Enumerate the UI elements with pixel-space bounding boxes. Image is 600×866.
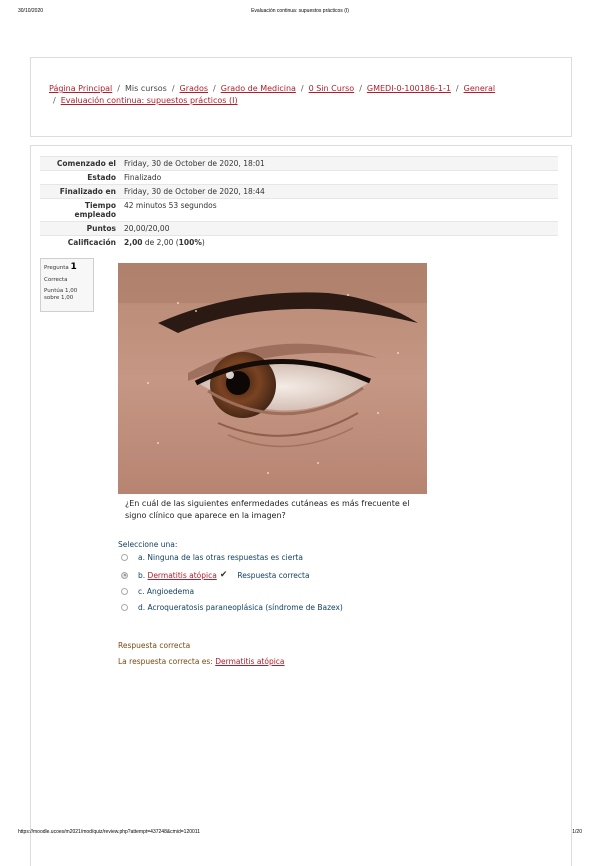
- summary-label: Finalizado en: [40, 185, 120, 199]
- summary-row: [40, 199, 558, 222]
- print-url: https://moodle.ucoes/m2021/mod/quiz/review.php?attempt=437248&cmid=120011: [18, 829, 200, 835]
- answer-prompt: Seleccione una:: [118, 540, 178, 549]
- question-label: Pregunta: [44, 265, 69, 271]
- answer-option-b[interactable]: [121, 570, 310, 580]
- summary-value: Friday, 30 de October de 2020, 18:44: [120, 185, 558, 199]
- question-score: Puntúa 1,00 sobre 1,00: [44, 287, 78, 302]
- summary-label: Comenzado el: [40, 157, 120, 171]
- answer-option-a[interactable]: [121, 553, 303, 562]
- eye-photo-illustration: [118, 263, 427, 494]
- question-image: [118, 263, 427, 494]
- radio-button[interactable]: [121, 588, 128, 595]
- grade-of: de 2,00 (: [142, 238, 179, 247]
- radio-button[interactable]: [121, 554, 128, 561]
- summary-value: [120, 236, 558, 250]
- grade-close: ): [201, 238, 205, 247]
- option-letter: d.: [138, 603, 146, 612]
- breadcrumb-current-link[interactable]: Evaluación continua: supuestos prácticos (I): [60, 96, 238, 105]
- radio-button-selected[interactable]: [121, 572, 128, 579]
- answer-option-c[interactable]: [121, 587, 194, 596]
- breadcrumb-course-link[interactable]: GMEDI-0-100186-1-1: [366, 84, 451, 93]
- summary-row: [40, 171, 558, 185]
- breadcrumb-medicina-link[interactable]: Grado de Medicina: [220, 84, 296, 93]
- option-text: Angioedema: [146, 587, 195, 596]
- option-text: Ninguna de las otras respuestas es cierta: [147, 553, 303, 562]
- option-text: Dermatitis atópica: [147, 570, 217, 580]
- question-state: Correcta: [44, 276, 68, 283]
- breadcrumb: Página Principal / Mis cursos / Grados / Grado de Medicina / 0 Sin Curso / GMEDI-0-100186-1-1 / General: [49, 84, 496, 93]
- summary-row: [40, 236, 558, 250]
- attempt-summary-table: [40, 156, 558, 249]
- breadcrumb-grados-link[interactable]: Grados: [179, 84, 209, 93]
- checkmark-icon: ✔: [219, 570, 228, 580]
- question-text: ¿En cuál de las siguientes enfermedades cutáneas es más frecuente el signo clínico que aparece en la imagen?: [125, 499, 410, 520]
- summary-value: 42 minutos 53 segundos: [120, 199, 558, 222]
- feedback-right-answer: [118, 657, 285, 666]
- feedback-title: Respuesta correcta: [118, 641, 191, 650]
- summary-value: Friday, 30 de October de 2020, 18:01: [120, 157, 558, 171]
- grade-value: 2,00: [124, 238, 143, 247]
- breadcrumb-my-courses: Mis cursos: [124, 84, 167, 93]
- print-page-number: 1/20: [572, 829, 582, 835]
- summary-label: Tiempo empleado: [40, 199, 120, 222]
- grade-percent: 100%: [178, 238, 202, 247]
- question-info-box: [40, 258, 94, 312]
- option-letter: b.: [138, 570, 146, 580]
- summary-label: Calificación: [40, 236, 120, 250]
- option-letter: a.: [138, 553, 145, 562]
- breadcrumb-sin-curso-link[interactable]: 0 Sin Curso: [308, 84, 355, 93]
- summary-row: [40, 157, 558, 171]
- summary-label: Puntos: [40, 222, 120, 236]
- summary-label: Estado: [40, 171, 120, 185]
- summary-row: [40, 185, 558, 199]
- summary-row: [40, 222, 558, 236]
- feedback-answer: Dermatitis atópica: [215, 657, 285, 666]
- option-letter: c.: [138, 587, 145, 596]
- question-number: 1: [70, 262, 77, 272]
- feedback-prefix: La respuesta correcta es:: [118, 657, 216, 666]
- print-title: Evaluación continua: supuestos prácticos (I): [251, 8, 349, 14]
- breadcrumb-home-link[interactable]: Página Principal: [49, 84, 113, 93]
- breadcrumb-line-2: / Evaluación continua: supuestos prácticos (I): [53, 96, 238, 105]
- breadcrumb-general-link[interactable]: General: [463, 84, 496, 93]
- radio-button[interactable]: [121, 604, 128, 611]
- correct-answer-mark: Respuesta correcta: [237, 570, 310, 580]
- summary-value: Finalizado: [120, 171, 558, 185]
- summary-value: 20,00/20,00: [120, 222, 558, 236]
- print-date: 30/10/2020: [18, 8, 44, 14]
- answer-option-d[interactable]: [121, 603, 343, 612]
- option-text: Acroqueratosis paraneoplásica (síndrome de Bazex): [147, 603, 343, 612]
